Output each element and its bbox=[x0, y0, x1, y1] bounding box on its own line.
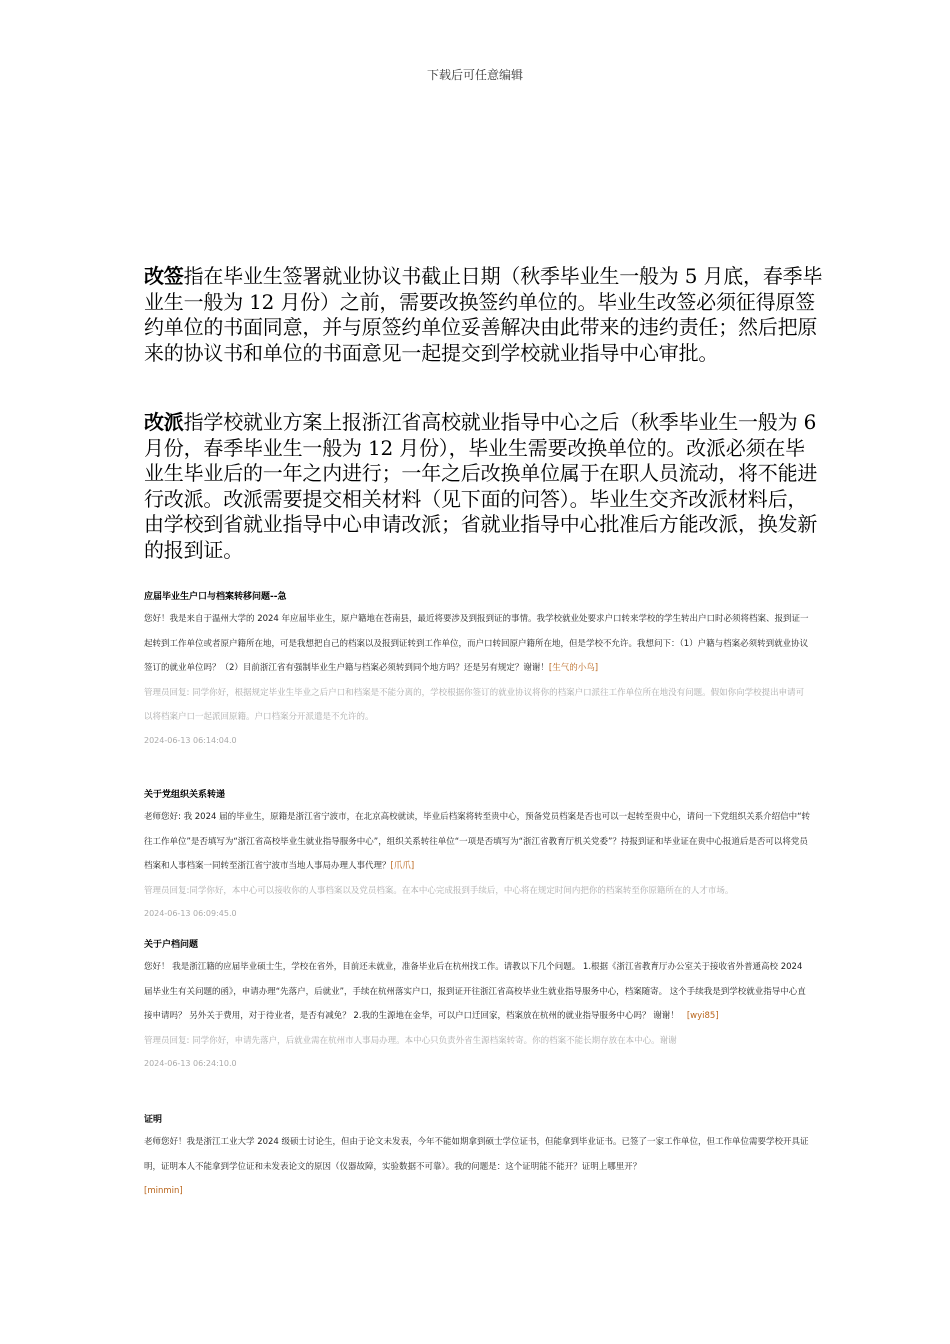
qa-author-link[interactable]: [爪爪] bbox=[390, 861, 415, 871]
qa-reply: 管理员回复:同学你好，本中心可以接收你的人事档案以及党员档案。在本中心完成报到手续后，中心将在规定时间内把你的档案转至你原籍所在的人才市场。 bbox=[144, 885, 734, 896]
qa-question-text: 您好！我是来自于温州大学的 2024 年应届毕业生，原户籍地在苍南县，最近将要涉及到报到证的事情。我学校就业处要求户口转来学校的学生转出户口时必须将档案、报到证一起转到工作单位或者原户籍所在地，可是我想把自己的档案以及报到证转到工作单位，而户口转回原户籍所在地，但是学校不允许。我想问下：（1）户籍与档案必须转到就业协议签订的就业单位吗？（2）目前浙江省有强制毕业生户籍与档案必须转到同个地方吗？还是另有规定？谢谢！ bbox=[144, 614, 809, 673]
header-note: 下载后可任意编辑 bbox=[426, 68, 523, 82]
qa-question-text: 您好！ 我是浙江籍的应届毕业硕士生，学校在省外，目前还未就业，准备毕业后在杭州找工作。请教以下几个问题。 1.根据《浙江省教育厅办公室关于接收省外普通高校 2024 届毕业生有关问题的函》，申请办理“先落户，后就业”，手续在杭州落实户口，报到证开往浙江省高校毕业生就业指导服务中心，档案随寄。 这个手续我是到学校就业指导中心直接申请吗？ 另外关于费用，对于待业者，是否有减免？ 2.我的生源地在金华，可以户口迁回家，档案放在杭州的就业指导服务中心吗？ 谢谢！ bbox=[144, 962, 806, 1021]
paragraph-gaiqian-text: 指在毕业生签署就业协议书截止日期（秋季毕业生一般为 5 月底，春季毕业生一般为 12 月份）之前，需要改换签约单位的。毕业生改签必须征得原签约单位的书面同意，并与原签约单位妥善解决由此带来的违约责任；然后把原来的协议书和单位的书面意见一起提交到学校就业指导中心审批。 bbox=[144, 264, 823, 365]
qa-timestamp: 2024-06-13 06:24:10.0 bbox=[144, 1059, 237, 1068]
qa-question-text: 老师您好: 我 2024 届的毕业生，原籍是浙江省宁波市，在北京高校就读，毕业后档案将转至贵中心，预备党员档案是否也可以一起转至贵中心，请问一下党组织关系介绍信中“转往工作单位”是否填写为“浙江省高校毕业生就业指导服务中心”，组织关系转往单位“一项是否填写为“浙江省教育厅机关党委”？持报到证和毕业证在贵中心报道后是否可以将党员档案和人事档案一同转至浙江省宁波市当地人事局办理人事代理？ bbox=[144, 812, 811, 871]
qa-author-link[interactable]: [生气的小鸟] bbox=[548, 663, 599, 673]
qa-title: 关于党组织关系转递 bbox=[144, 790, 226, 800]
paragraph-gaipai bbox=[144, 410, 824, 563]
qa-timestamp: 2024-06-13 06:09:45.0 bbox=[144, 909, 237, 918]
qa-title: 证明 bbox=[144, 1115, 163, 1125]
qa-item bbox=[144, 1110, 812, 1204]
qa-title: 关于户档问题 bbox=[144, 940, 199, 950]
qa-author-link[interactable]: [wyi85] bbox=[686, 1011, 719, 1021]
qa-timestamp: 2024-06-13 06:14:04.0 bbox=[144, 735, 237, 745]
qa-item bbox=[144, 587, 812, 752]
qa-item bbox=[144, 935, 812, 1075]
qa-question bbox=[144, 607, 812, 681]
qa-author-link[interactable]: [minmin] bbox=[144, 1186, 183, 1196]
qa-reply: 管理员回复: 同学你好，根据规定毕业生毕业之后户口和档案是不能分离的，学校根据你签订的就业协议将你的档案户口派往工作单位所在地没有问题。假如你向学校提出申请可以将档案户口一起派回原籍。户口档案分开派遣是不允许的。 bbox=[144, 687, 805, 722]
qa-title: 应届毕业生户口与档案转移问题--急 bbox=[144, 592, 287, 602]
paragraph-gaiqian bbox=[144, 264, 824, 366]
qa-item bbox=[144, 785, 812, 925]
term-gaipai: 改派 bbox=[144, 410, 184, 434]
qa-question-text: 老师您好！我是浙江工业大学 2024 级硕士讨论生，但由于论文未发表，今年不能如期拿到硕士学位证书，但能拿到毕业证书。已签了一家工作单位，但工作单位需要学校开具证明，证明本人不能拿到学位证和未发表论文的原因（仪器故障，实验数据不可靠）。我的问题是：这个证明能不能开？证明上哪里开？ bbox=[144, 1137, 809, 1172]
qa-question bbox=[144, 955, 812, 1029]
term-gaiqian: 改签 bbox=[144, 264, 184, 288]
qa-question bbox=[144, 1130, 812, 1204]
qa-question bbox=[144, 805, 812, 879]
paragraph-gaipai-text: 指学校就业方案上报浙江省高校就业指导中心之后（秋季毕业生一般为 6 月份，春季毕业生一般为 12 月份），毕业生需要改换单位的。改派必须在毕业生毕业后的一年之内进行；一年之后改换单位属于在职人员流动，将不能进行改派。改派需要提交相关材料（见下面的问答）。毕业生交齐改派材料后，由学校到省就业指导中心申请改派；省就业指导中心批准后方能改派，换发新的报到证。 bbox=[144, 410, 818, 562]
qa-reply: 管理员回复: 同学你好，申请先落户，后就业需在杭州市人事局办理。本中心只负责外省生源档案转寄。你的档案不能长期存放在本中心。谢谢 bbox=[144, 1035, 677, 1046]
